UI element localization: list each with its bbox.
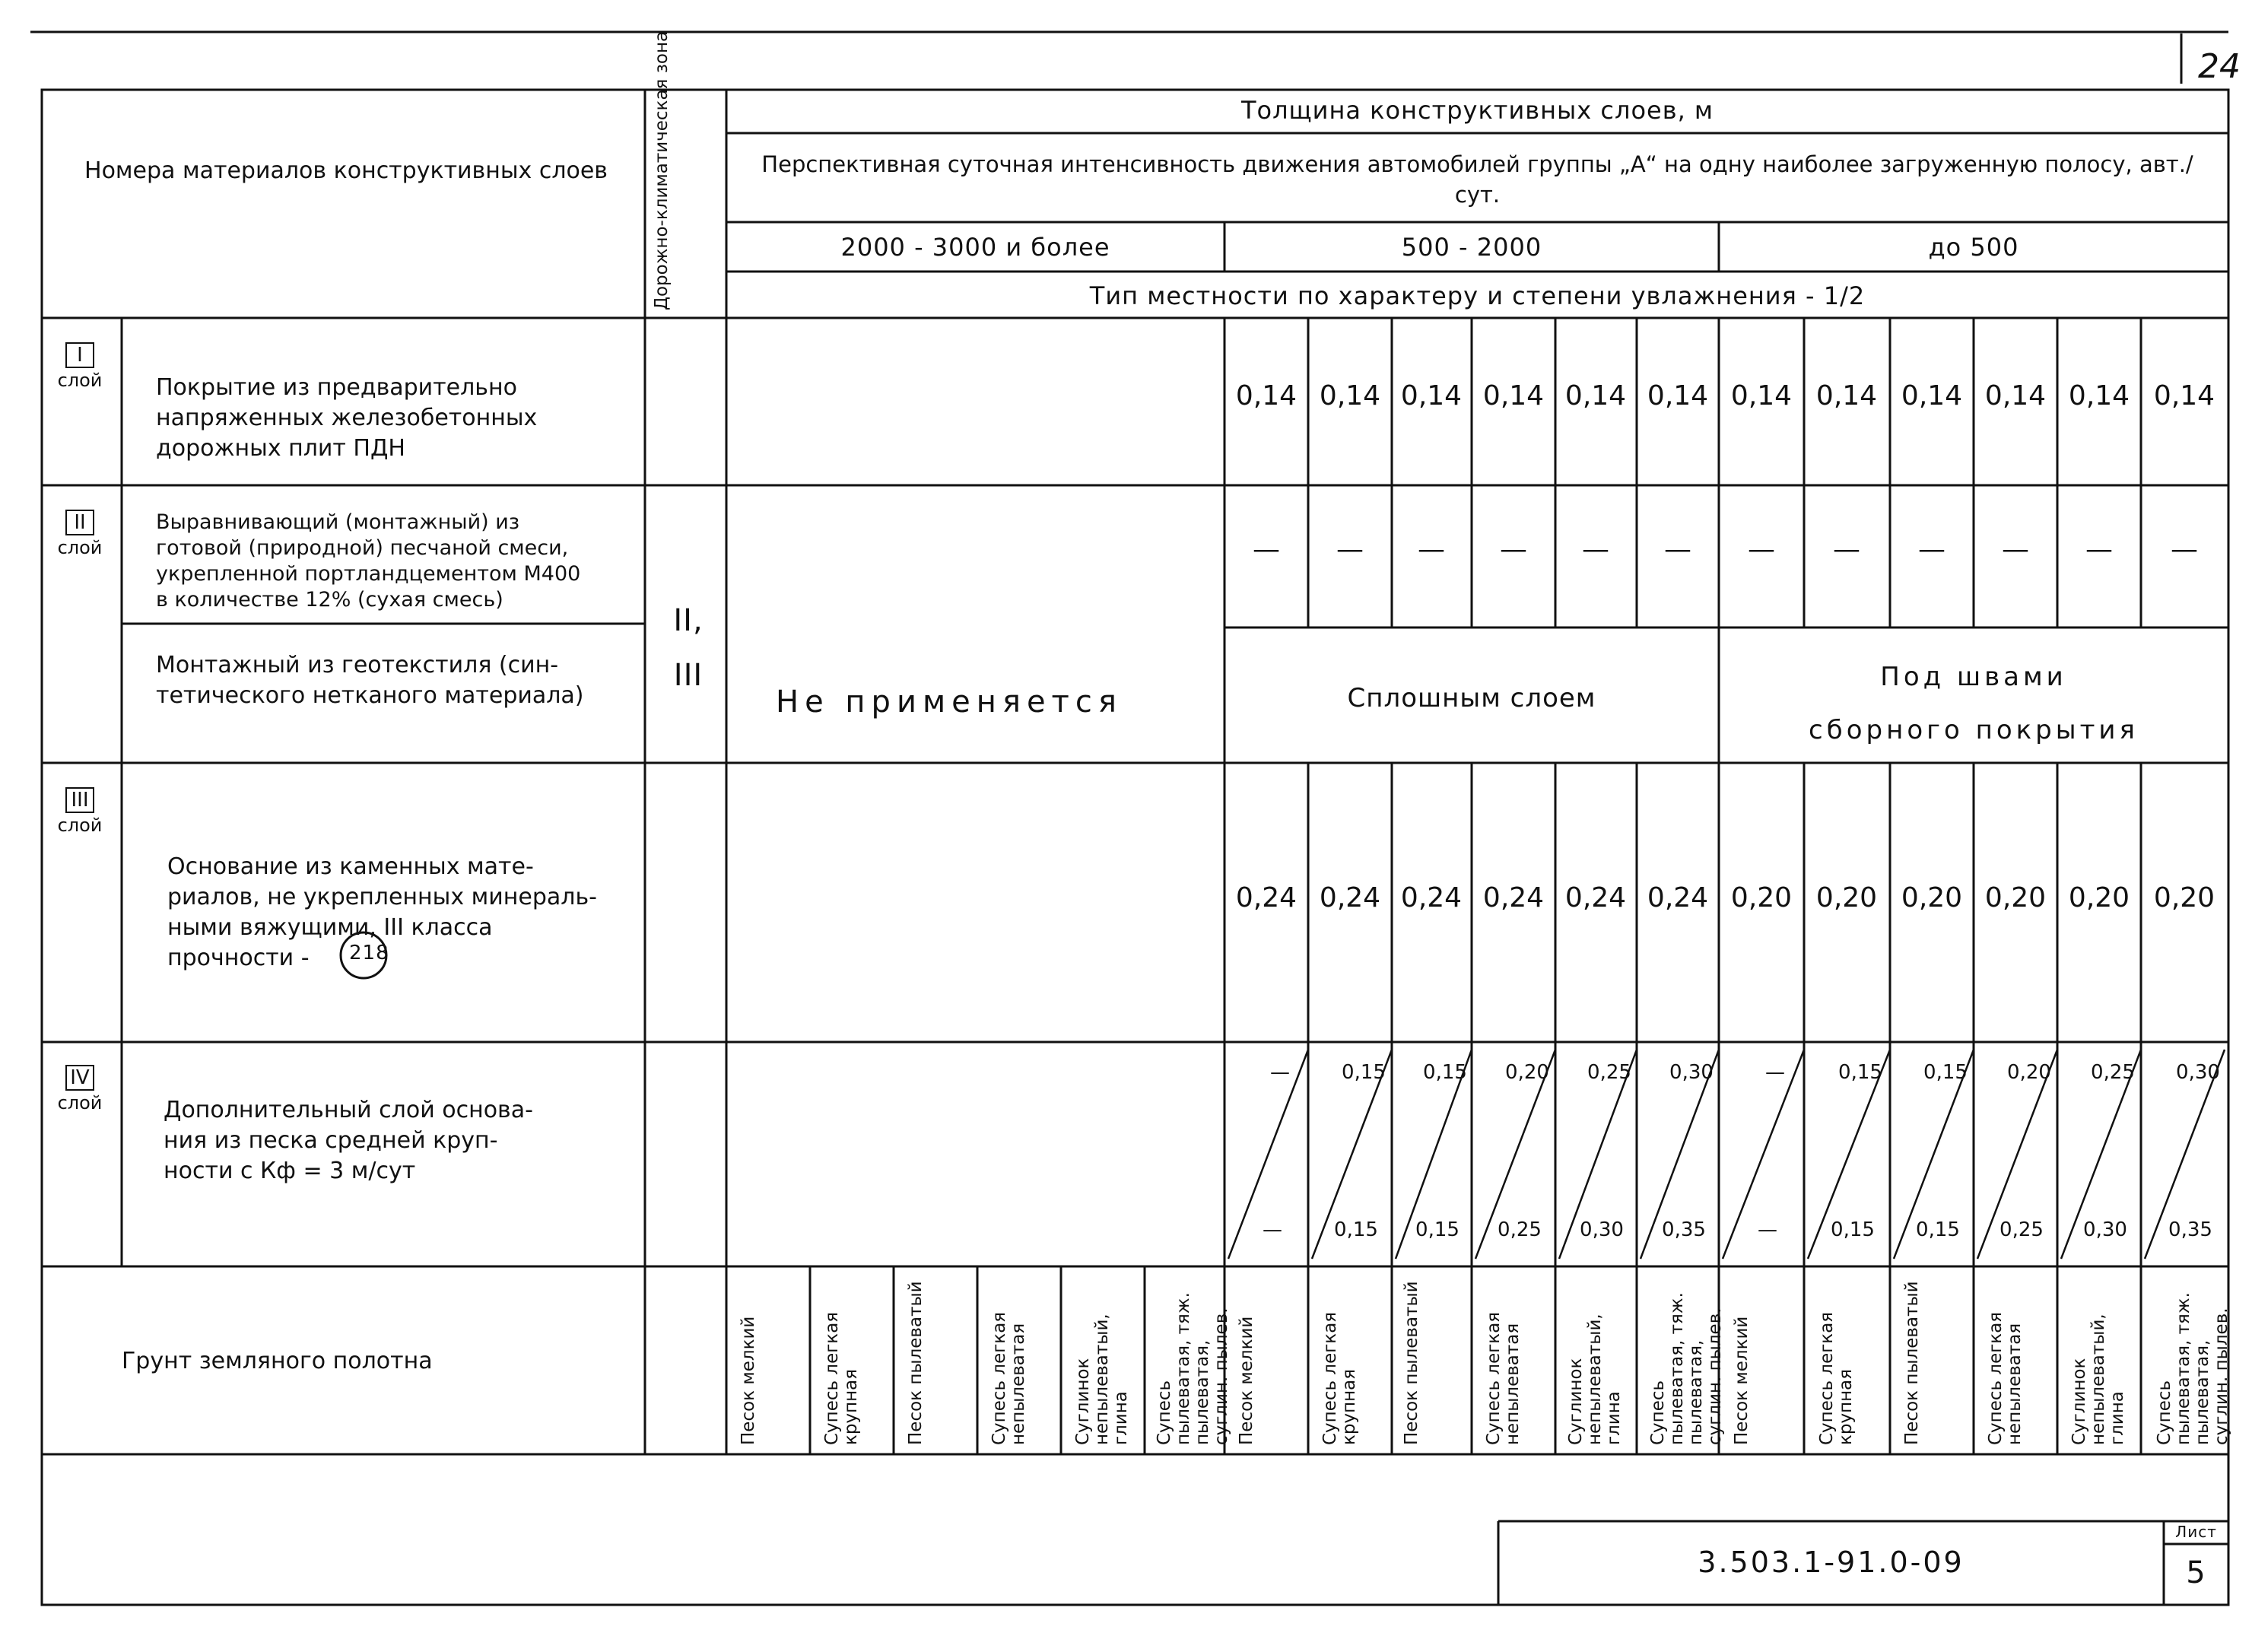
- layer3-value: 0,20: [2153, 882, 2215, 913]
- intensity-title: Перспективная суточная интенсивность движения автомобилей группы „А“ на одну наиболее загруженную полосу, авт./сут.: [761, 151, 2193, 208]
- layer1-value: 0,14: [1984, 380, 2047, 411]
- soil-type-label: Супесь легкая крупная: [822, 1311, 861, 1445]
- layer1-value: 0,14: [1482, 380, 1545, 411]
- layer2-value: —: [1582, 534, 1609, 565]
- layer4-bottom-value: 0,30: [1580, 1218, 1624, 1241]
- layer4-bottom-value: 0,25: [1999, 1218, 2044, 1241]
- layer4-top-value: 0,25: [1587, 1061, 1631, 1084]
- layer4-top-value: 0,30: [1669, 1061, 1714, 1084]
- layer4-top-value: 0,15: [1423, 1061, 1467, 1084]
- layer4-top-value: 0,20: [1505, 1061, 1549, 1084]
- layer4-bottom-value: —: [1263, 1218, 1282, 1241]
- layer3-value: 0,20: [2068, 882, 2130, 913]
- layer4-bottom-value: 0,25: [1498, 1218, 1542, 1241]
- layer4-bottom-value: —: [1758, 1218, 1777, 1241]
- layer4-bottom-value: 0,35: [2168, 1218, 2212, 1241]
- layer-4-label: IV слой: [57, 1066, 103, 1114]
- geotextile-description: Монтажный из геотекстиля (син- тетического нетканого материала): [156, 652, 584, 709]
- layer4-top-value: 0,15: [1923, 1061, 1968, 1084]
- soil-type-label: Песок мелкий: [738, 1316, 758, 1445]
- layer4-top-value: —: [1270, 1061, 1290, 1084]
- layer4-top-value: 0,30: [2176, 1061, 2220, 1084]
- layer-1-description: Покрытие из предварительно напряженных железобетонных дорожных плит ПДН: [156, 374, 538, 462]
- layer4-top-value: 0,15: [1838, 1061, 1882, 1084]
- layer1-value: 0,14: [2068, 380, 2130, 411]
- soil-type-label: Супесь пылеватая, тяж. пылеватая, суглин. пылев.: [1155, 1292, 1231, 1445]
- layer1-value: 0,14: [1647, 380, 1709, 411]
- layer2-value: —: [1336, 534, 1364, 565]
- layer2-value: —: [1418, 534, 1445, 565]
- layer2-value: —: [2002, 534, 2029, 565]
- sheet-label: Лист: [2175, 1523, 2217, 1541]
- soil-type-label: Песок пылеватый: [1402, 1281, 1421, 1445]
- soil-type-label: Суглинок непылеватый, глина: [2069, 1314, 2127, 1445]
- layer3-value: 0,20: [1730, 882, 1793, 913]
- soil-type-label: Суглинок непылеватый, глина: [1566, 1314, 1624, 1445]
- soil-type-label: Супесь легкая непылеватая: [1986, 1311, 2025, 1445]
- layer3-value: 0,20: [1901, 882, 1963, 913]
- layer4-bottom-value: 0,35: [1662, 1218, 1706, 1241]
- layer1-value: 0,14: [1730, 380, 1793, 411]
- layer3-value: 0,24: [1564, 882, 1627, 913]
- layer2-value: —: [1918, 534, 1945, 565]
- layer4-bottom-value: 0,15: [1831, 1218, 1875, 1241]
- soil-type-label: Супесь легкая непылеватая: [1484, 1311, 1523, 1445]
- soil-type-label: Песок пылеватый: [1902, 1281, 1922, 1445]
- soil-type-label: Супесь пылеватая, тяж. пылеватая, суглин. пылев.: [1648, 1292, 1725, 1445]
- layer4-bottom-value: 0,15: [1415, 1218, 1460, 1241]
- soil-type-label: Супесь пылеватая, тяж. пылеватая, суглин. пылев.: [2155, 1292, 2231, 1445]
- zone-value: II, III: [673, 603, 704, 693]
- soil-type-label: Супесь легкая непылеватая: [989, 1311, 1028, 1445]
- layer4-bottom-value: 0,30: [2083, 1218, 2127, 1241]
- terrain-title: Тип местности по характеру и степени увлажнения - 1/2: [1089, 281, 1866, 310]
- doc-code: 3.503.1-91.0-09: [1698, 1546, 1965, 1579]
- layer-1-label: I слой: [57, 344, 103, 391]
- layer2-value: —: [1748, 534, 1775, 565]
- geotextile-group-2: Сплошным слоем: [1347, 683, 1596, 713]
- strength-circle-number: 218: [349, 942, 389, 964]
- geotextile-group-3-line1: Под швами: [1880, 662, 2067, 692]
- layer2-value: —: [1500, 534, 1527, 565]
- layer3-value: 0,24: [1319, 882, 1381, 913]
- layer2-value: —: [1833, 534, 1860, 565]
- page-number: 24: [2198, 47, 2241, 86]
- layer1-value: 0,14: [2153, 380, 2215, 411]
- layer-2-label: II слой: [57, 511, 103, 558]
- soil-type-label: Песок мелкий: [1237, 1316, 1256, 1445]
- layer1-value: 0,14: [1564, 380, 1627, 411]
- soil-type-label: Супесь легкая крупная: [1320, 1311, 1359, 1445]
- layer2-value: —: [2085, 534, 2113, 565]
- layer3-value: 0,24: [1400, 882, 1463, 913]
- soil-type-label: Суглинок непылеватый, глина: [1073, 1314, 1131, 1445]
- sheet-number: 5: [2186, 1555, 2206, 1590]
- layer1-value: 0,14: [1235, 380, 1298, 411]
- layer3-value: 0,24: [1482, 882, 1545, 913]
- layer1-value: 0,14: [1815, 380, 1878, 411]
- intensity-group-3: до 500: [1928, 233, 2019, 262]
- layer2-value: —: [2171, 534, 2198, 565]
- layer4-top-value: —: [1765, 1061, 1785, 1084]
- layer-2-description: Выравнивающий (монтажный) из готовой (природной) песчаной смеси, укрепленной портландцементом М400 в количестве 12% (сухая смесь): [156, 510, 581, 612]
- thickness-title: Толщина конструктивных слоев, м: [1240, 96, 1714, 125]
- layer1-value: 0,14: [1400, 380, 1463, 411]
- not-applied-note: Не применяется: [776, 685, 1123, 720]
- intensity-group-2: 500 - 2000: [1401, 233, 1542, 262]
- layer4-top-value: 0,25: [2091, 1061, 2135, 1084]
- soil-label: Грунт земляного полотна: [122, 1348, 433, 1374]
- layer3-value: 0,24: [1235, 882, 1298, 913]
- layer4-top-value: 0,20: [2007, 1061, 2051, 1084]
- layer4-bottom-value: 0,15: [1334, 1218, 1378, 1241]
- layer2-value: —: [1664, 534, 1691, 565]
- geotextile-group-3-line2: сборного покрытия: [1809, 715, 2139, 745]
- layer3-value: 0,20: [1815, 882, 1878, 913]
- intensity-group-1: 2000 - 3000 и более: [840, 233, 1110, 262]
- layer3-value: 0,24: [1647, 882, 1709, 913]
- layer-3-description: Основание из каменных мате- риалов, не укрепленных минераль- ными вяжущими, III класса прочности -: [167, 853, 597, 971]
- materials-header: Номера материалов конструктивных слоев: [84, 157, 608, 184]
- layer4-bottom-value: 0,15: [1916, 1218, 1960, 1241]
- layer4-top-value: 0,15: [1342, 1061, 1386, 1084]
- layer3-value: 0,20: [1984, 882, 2047, 913]
- soil-type-label: Супесь легкая крупная: [1817, 1311, 1856, 1445]
- layer-3-label: III слой: [57, 789, 103, 836]
- soil-type-label: Песок пылеватый: [906, 1281, 926, 1445]
- layer-4-description: Дополнительный слой основа- ния из песка средней круп- ности с Кф = 3 м/сут: [164, 1097, 533, 1184]
- soil-type-label: Песок мелкий: [1732, 1316, 1752, 1445]
- layer1-value: 0,14: [1319, 380, 1381, 411]
- layer1-value: 0,14: [1901, 380, 1963, 411]
- layer2-value: —: [1253, 534, 1280, 565]
- zone-header: Дорожно-климатическая зона: [652, 30, 672, 310]
